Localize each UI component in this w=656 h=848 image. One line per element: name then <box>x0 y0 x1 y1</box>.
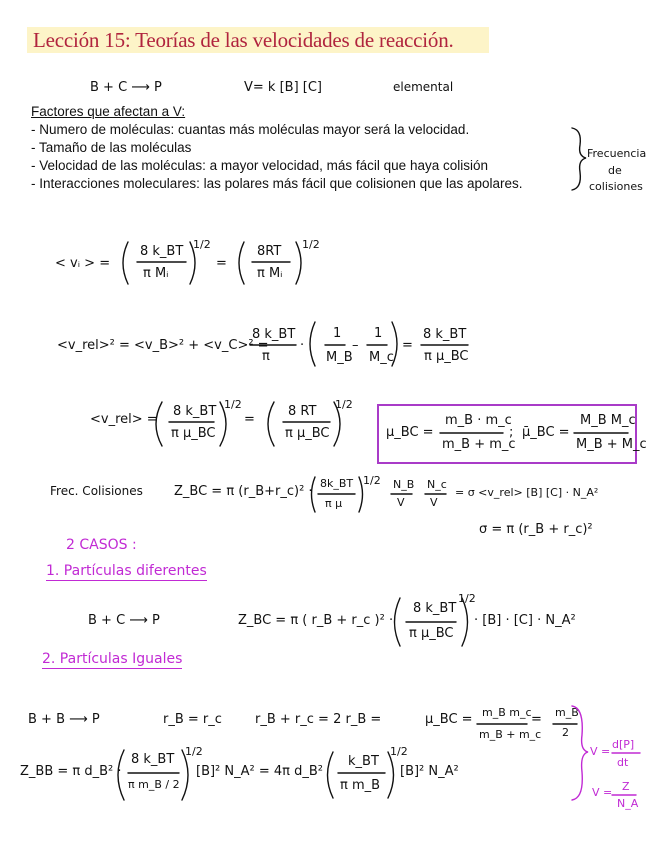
eq2-den3: π μ_BC <box>424 349 469 364</box>
zbb-num: 8 k_BT <box>131 752 175 767</box>
case2-mu-eq: = <box>531 712 542 727</box>
eq1-equals: = <box>216 256 227 271</box>
collisions-nb-num: N_B <box>393 478 415 491</box>
eq2-equals: = <box>402 338 413 353</box>
paren-right <box>334 402 340 446</box>
side-v2-num: Z <box>622 780 630 793</box>
collisions-exp: 1/2 <box>363 474 381 487</box>
box-den2: M_B + M_c <box>576 437 647 452</box>
eq2-f1-den: M_B <box>326 350 353 365</box>
paren-right <box>220 402 226 446</box>
case1-reaction: B + C ⟶ P <box>88 613 160 628</box>
collisions-nc-num: N_c <box>427 478 447 491</box>
eq2-den: π <box>262 349 270 364</box>
eq2-num: 8 k_BT <box>252 327 296 342</box>
collisions-label: Frec. Colisiones <box>50 484 143 498</box>
eq1-exp2: 1/2 <box>302 238 320 251</box>
collisions-nb-den: V <box>397 496 405 509</box>
eq1-num2: 8RT <box>257 244 282 259</box>
eq3-num2: 8 RT <box>288 404 317 419</box>
side-v1-den: dt <box>617 756 629 769</box>
collisions-lhs: Z_BC = π (r_B+r_c)² · <box>174 484 313 499</box>
paren-left <box>312 477 316 512</box>
zbb-den2: π m_B <box>340 778 381 793</box>
reaction-bc: B + C ⟶ P <box>90 80 162 95</box>
case1-rhs: · [B] · [C] · N_A² <box>474 613 576 628</box>
eq2-f2-den: M_c <box>369 350 394 365</box>
side-v2-den: N_A <box>617 797 639 810</box>
page-title: Lección 15: Teorías de las velocidades de reacción. <box>33 28 454 52</box>
eq2-lhs: <v_rel>² = <v_B>² + <v_C>² = <box>57 338 269 353</box>
side-v1: V = <box>590 745 611 758</box>
box-num2: M_B M_c <box>580 413 636 428</box>
case1-z-lhs: Z_BC = π ( r_B + r_c )² · <box>238 613 394 628</box>
zbb-num2: k_BT <box>348 754 379 769</box>
zbb-lhs: Z_BB = π d_B² · <box>20 764 122 779</box>
case1-den: π μ_BC <box>409 626 454 641</box>
collisions-num: 8k_BT <box>320 477 354 490</box>
zbb-mid: [B]² N_A² = 4π d_B² <box>196 764 324 779</box>
bracket-note-line: Frecuencia <box>587 147 647 160</box>
eq3-equals: = <box>244 412 255 427</box>
collisions-den: π μ <box>325 497 343 510</box>
paren-right <box>462 598 468 646</box>
eq3-den: π μ_BC <box>171 426 216 441</box>
eq3-den2: π μ_BC <box>285 426 330 441</box>
paren-left <box>328 752 334 798</box>
paren-left <box>118 750 124 800</box>
rate-law: V= k [B] [C] <box>244 80 322 95</box>
paren-left <box>123 242 128 284</box>
paren-right <box>392 322 397 366</box>
paren-left <box>239 242 244 284</box>
box-lhs1: μ_BC = <box>386 425 434 440</box>
box-den1: m_B + m_c <box>442 437 516 452</box>
eq1-exp: 1/2 <box>193 238 211 251</box>
eq2-minus: – <box>352 338 359 353</box>
case2-mu-den: m_B + m_c <box>479 728 542 741</box>
sigma-definition: σ = π (r_B + r_c)² <box>479 522 593 537</box>
case1-num: 8 k_BT <box>413 601 457 616</box>
eq1-num: 8 k_BT <box>140 244 184 259</box>
eq2-f1-num: 1 <box>333 326 342 341</box>
case2-mu-num: m_B m_c <box>482 706 532 719</box>
box-sep: ; <box>509 425 514 440</box>
zbb-exp: 1/2 <box>185 745 203 758</box>
factor-item: - Numero de moléculas: cuantas más moléculas mayor será la velocidad. <box>31 122 470 137</box>
case2-mu-lhs: μ_BC = <box>425 712 473 727</box>
eq3-exp2: 1/2 <box>335 398 353 411</box>
side-v2: V = <box>592 786 613 799</box>
bracket-note-line: de <box>608 164 622 177</box>
paren-left <box>395 598 401 646</box>
case1-heading-text: 1. Partículas diferentes <box>46 563 207 579</box>
case2-reaction: B + B ⟶ P <box>28 712 100 727</box>
paren-right <box>182 750 188 800</box>
collisions-nc-den: V <box>430 496 438 509</box>
factors-heading: Factores que afectan a V: <box>31 104 186 119</box>
eq1-den2: π Mᵢ <box>257 266 283 281</box>
cases-heading: 2 CASOS : <box>66 537 137 553</box>
eq3-lhs: <v_rel> = <box>90 412 158 427</box>
case1-exp: 1/2 <box>458 592 476 605</box>
side-v1-num: d[P] <box>612 738 635 751</box>
bracket-note-line: colisiones <box>589 180 643 193</box>
eq3-exp: 1/2 <box>224 398 242 411</box>
eq2-num3: 8 k_BT <box>423 327 467 342</box>
case2-mu-num2: m_B <box>555 706 579 719</box>
collisions-rhs: = σ <v_rel> [B] [C] · N_A² <box>455 486 599 499</box>
case2-sum: r_B + r_c = 2 r_B = <box>255 712 382 727</box>
eq2-dot: · <box>300 338 305 353</box>
eq3-num: 8 k_BT <box>173 404 217 419</box>
zbb-end: [B]² N_A² <box>400 764 459 779</box>
zbb-exp2: 1/2 <box>390 745 408 758</box>
zbb-den: π m_B / 2 <box>128 778 180 791</box>
paren-right <box>190 242 195 284</box>
box-lhs2: μ̄_BC = <box>522 425 570 440</box>
eq2-f2-num: 1 <box>374 326 383 341</box>
paren-left <box>156 402 162 446</box>
case2-radii: r_B = r_c <box>163 712 222 727</box>
box-num1: m_B · m_c <box>445 413 512 428</box>
factor-item: - Interacciones moleculares: las polares más fácil que colisionen que las apolares. <box>31 176 523 191</box>
elemental-tag: elemental <box>393 80 454 94</box>
brace <box>572 128 586 190</box>
brace <box>572 706 588 800</box>
eq1-lhs: < vᵢ > = <box>55 256 111 271</box>
paren-left <box>268 402 274 446</box>
factor-item: - Tamaño de las moléculas <box>31 140 192 155</box>
paren-right <box>388 752 394 798</box>
case2-mu-den2: 2 <box>562 726 569 739</box>
eq1-den: π Mᵢ <box>143 266 169 281</box>
case2-heading-text: 2. Partículas Iguales <box>42 651 183 667</box>
paren-right <box>296 242 301 284</box>
factor-item: - Velocidad de las moléculas: a mayor velocidad, más fácil que haya colisión <box>31 158 488 173</box>
paren-left <box>310 322 315 366</box>
paren-right <box>359 477 363 512</box>
